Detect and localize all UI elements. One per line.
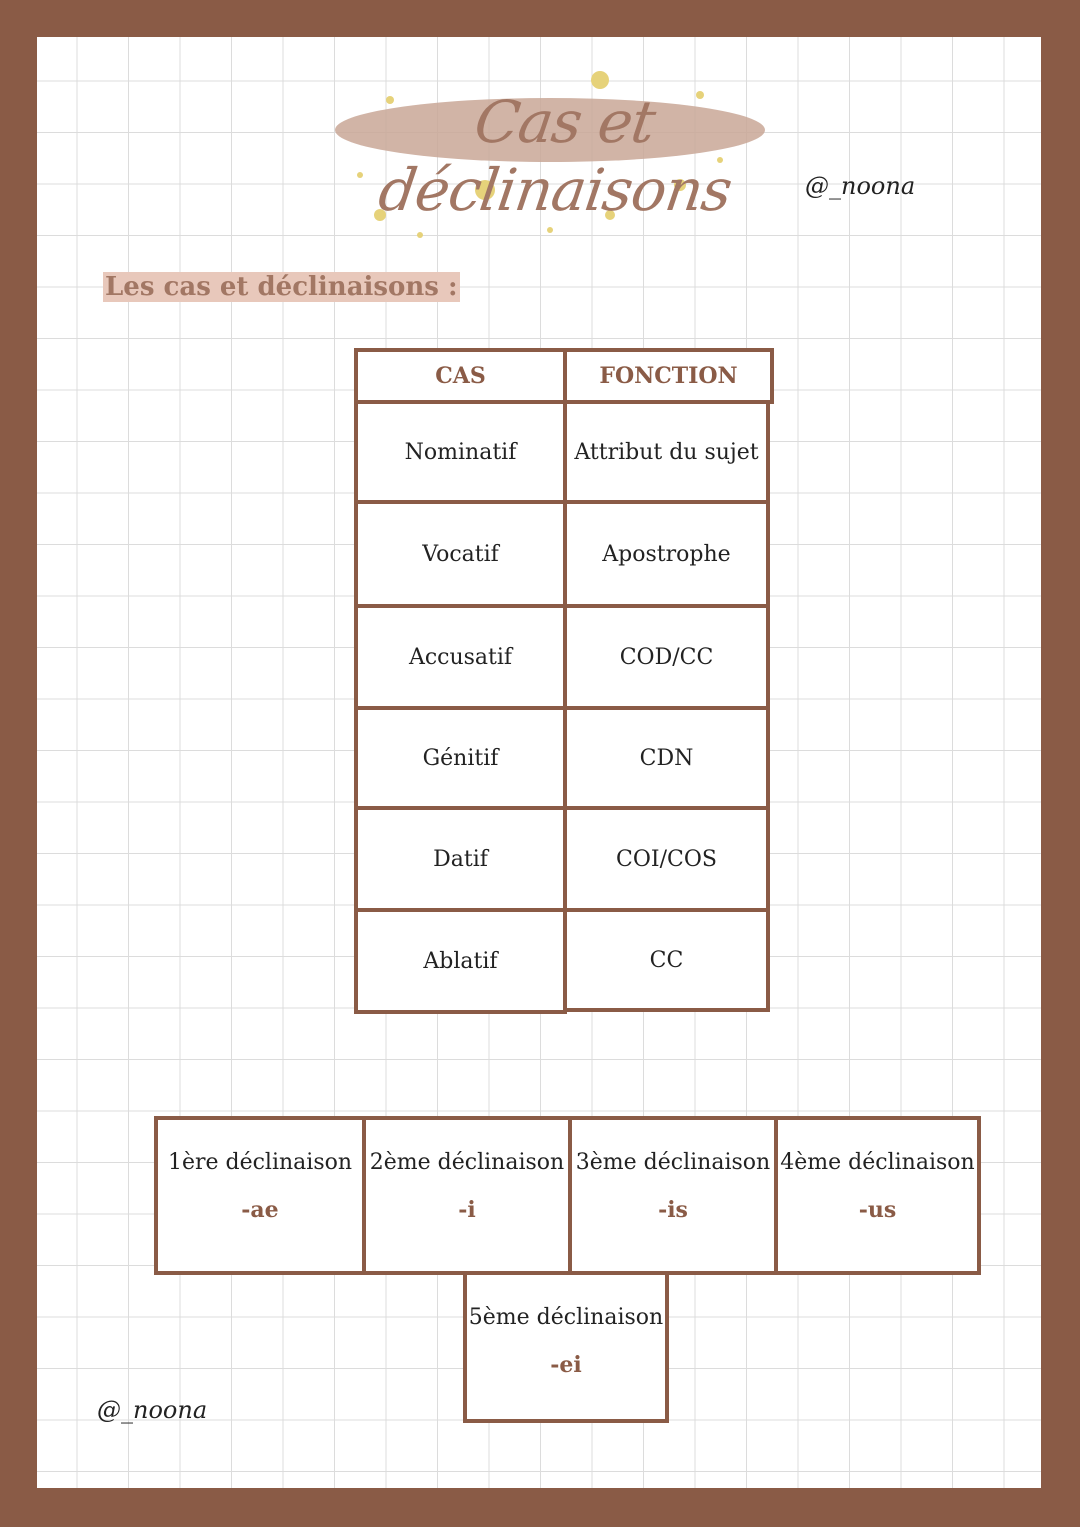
case-cell: Nominatif [354, 400, 567, 504]
author-handle-bottom: @_noona [97, 1396, 208, 1424]
declension-ending: -us [858, 1197, 897, 1223]
declension-box [154, 1116, 366, 1275]
function-cell: Apostrophe [563, 500, 770, 608]
section-heading: Les cas et déclinaisons : [105, 272, 458, 302]
case-cell: Ablatif [354, 908, 567, 1014]
header-cas: CAS [354, 348, 567, 404]
declension-box [568, 1116, 778, 1275]
case-cell: Datif [354, 806, 567, 912]
declension-ending: -is [658, 1197, 688, 1223]
case-cell: Accusatif [354, 604, 567, 710]
case-cell: Génitif [354, 706, 567, 810]
declension-name: 2ème déclinaison [369, 1150, 565, 1175]
declension-ending: -ae [241, 1197, 279, 1223]
declension-name: 1ère déclinaison [167, 1150, 353, 1175]
header-fonction: FONCTION [563, 348, 774, 404]
function-cell: Attribut du sujet [563, 400, 770, 504]
case-cell: Vocatif [354, 500, 567, 608]
declension-box [463, 1271, 669, 1423]
author-handle-top: @_noona [805, 172, 916, 200]
declension-name: 5ème déclinaison [468, 1305, 664, 1330]
function-cell: COI/COS [563, 806, 770, 912]
page-title: Cas et déclinaisons [374, 88, 736, 224]
declension-name: 3ème déclinaison [575, 1150, 771, 1175]
declension-ending: -ei [550, 1352, 582, 1378]
declension-ending: -i [458, 1197, 476, 1223]
declension-name: 4ème déclinaison [780, 1150, 975, 1175]
declension-box [362, 1116, 572, 1275]
function-cell: CC [563, 908, 770, 1012]
declension-box [774, 1116, 981, 1275]
function-cell: COD/CC [563, 604, 770, 710]
function-cell: CDN [563, 706, 770, 810]
